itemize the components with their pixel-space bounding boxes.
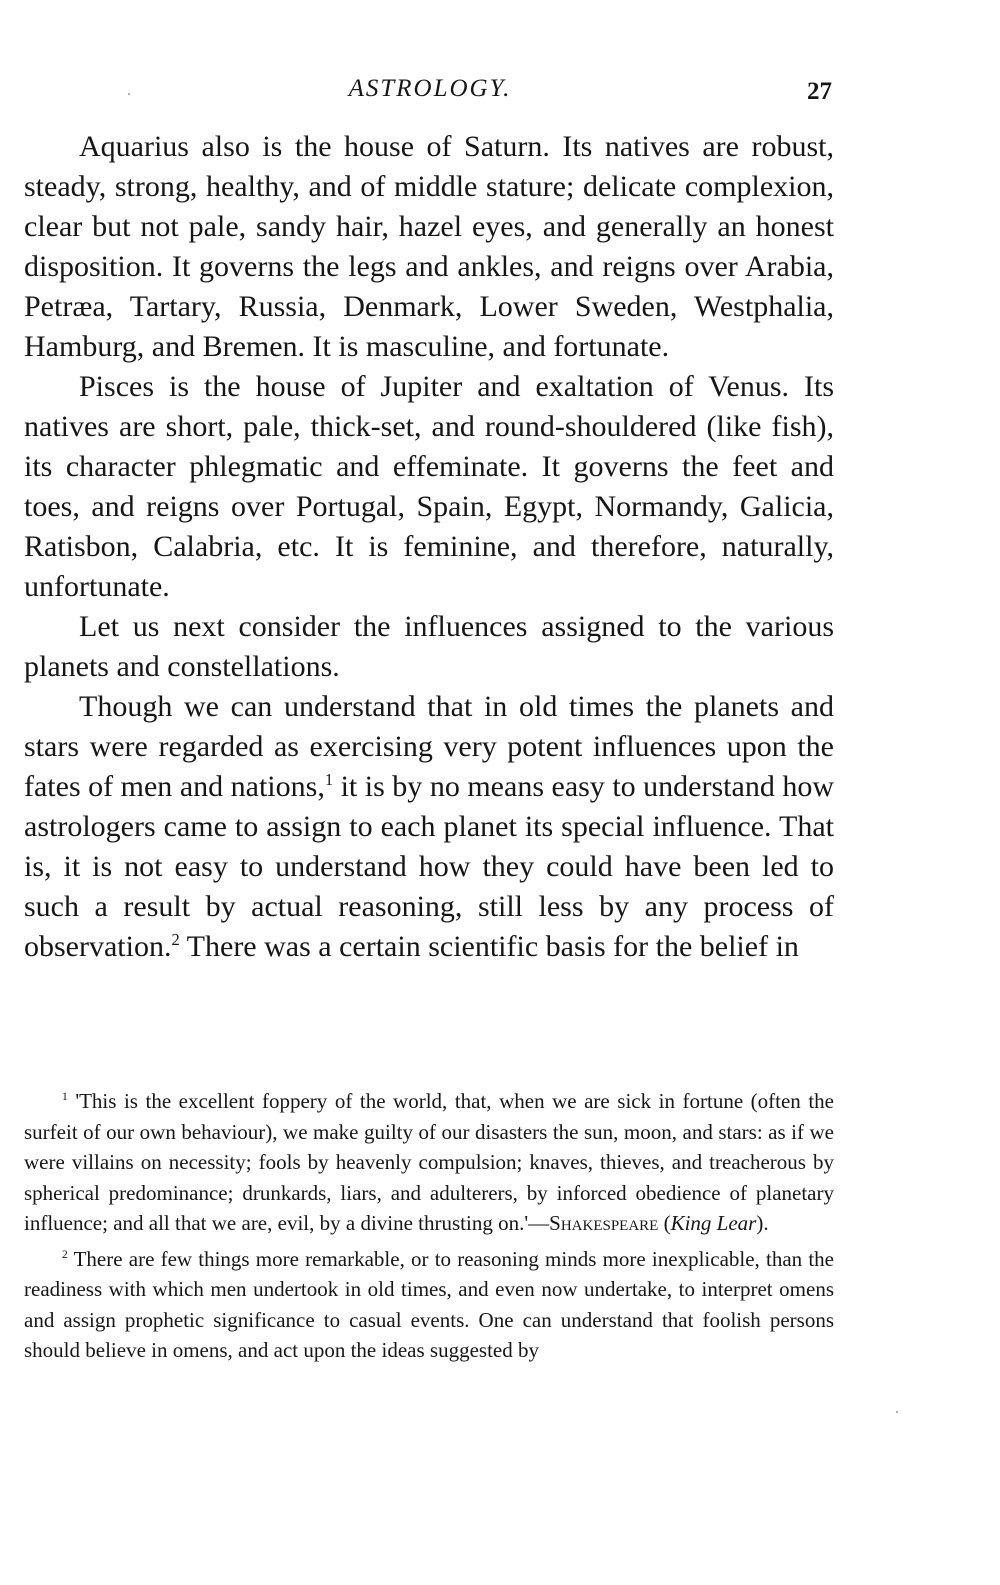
footnote-2-text: There are few things more remarkable, or to reasoning minds more inexplicable, than the readiness with which men undertook in old times, and even now undertake, to interpret omens and assign prophetic significance to casual events. One can understand that foolish persons should believe in omens, and act upon the ideas suggested by [24,1246,835,1362]
footnotes [24,1086,834,1371]
footnote-ref-1[interactable]: 1 [324,770,334,789]
main-text [24,127,834,967]
running-title: ASTROLOGY. [348,75,512,102]
paragraph-planets [24,687,834,967]
footnote-ref-2[interactable]: 2 [171,930,180,949]
footnote-1-close: ). [756,1211,769,1235]
footnote-1-open: ( [658,1211,671,1235]
footnote-1-text: 'This is the excellent foppery of the world, that, when we are sick in fortune (often the surfeit of our own behaviour), we make guilty of our disasters the sun, moon, and stars: as if we were villains on necessity; fools by heavenly compulsion; knaves, thieves, and treacherous by spherical predominance; drunkards, liars, and adulterers, by inforced obedience of planetary influence; and all that we are, evil, by a divine thrusting on.'— [24,1089,834,1235]
page-number: 27 [807,78,832,105]
paragraph-planets-part-2: it is by no means easy to understand how astrologers came to assign to each planet its special influence. That is, it is not easy to understand how they could have been led to such a result by actual reasoning, still less by any process of observation. [24,770,834,963]
paragraph-influences: Let us next consider the influences assigned to the various planets and constellations. [24,610,834,683]
paragraph-aquarius: Aquarius also is the house of Saturn. Its natives are robust, steady, strong, healthy, and of middle stature; delicate complexion, clear but not pale, sandy hair, hazel eyes, and generally an honest disposition. It governs the legs and ankles, and reigns over Arabia, Petræa, Tartary, Russia, Denmark, Lower Sweden, Westphalia, Hamburg, and Bremen. It is masculine, and fortunate. [24,130,834,363]
footnote-1-work: King Lear [670,1211,757,1235]
footnote-2 [24,1244,834,1366]
footnote-1-author: Shakespeare [549,1211,659,1235]
footnote-1-marker: 1 [62,1091,68,1103]
footnote-1 [24,1086,834,1239]
scan-speck [128,93,130,95]
footnote-2-marker: 2 [62,1248,68,1261]
paragraph-pisces: Pisces is the house of Jupiter and exaltation of Venus. Its natives are short, pale, thick-set, and round-shouldered (like fish), its character phlegmatic and effeminate. It governs the feet and toes, and reigns over Portugal, Spain, Egypt, Normandy, Galicia, Ratisbon, Calabria, etc. It is feminine, and therefore, naturally, unfortunate. [24,370,834,603]
scan-speck [896,1411,898,1413]
running-head [0,70,1000,110]
paragraph-planets-part-3: There was a certain scientific basis for the belief in [179,930,799,963]
paragraph-planets-part-1: Though we can understand that in old times the planets and stars were regarded as exercising very potent influences upon the fates of men and nations, [24,690,834,803]
